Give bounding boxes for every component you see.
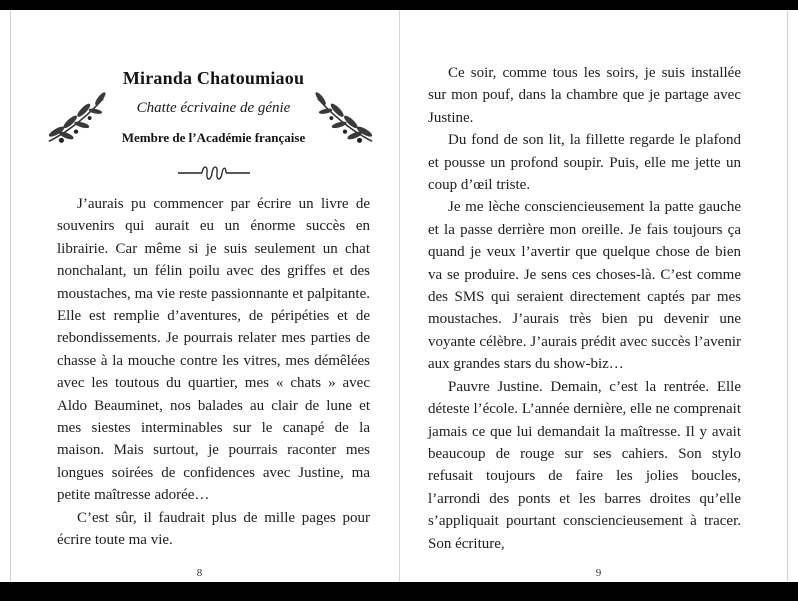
author-name: Miranda Chatoumiaou (122, 68, 305, 88)
top-letterbox-bar (0, 0, 798, 10)
right-page (399, 10, 798, 582)
paragraph: Du fond de son lit, la fillette regarde le plafond et pousse un profond soupir. Puis, elle me jette un coup d’œil triste. (428, 132, 741, 194)
left-page (0, 10, 399, 582)
bottom-letterbox-bar (0, 582, 798, 601)
olive-branch-right-icon (310, 88, 378, 150)
right-page-edge-line (787, 10, 788, 582)
paragraph: Je me lèche consciencieusement la patte gauche et la passe derrière mon oreille. Je fais toujours ça quand je veux l’avertir que quelque chose de bien va se produire. Je sens ces choses-là. C’est comme des SMS qui seraient directement captés par mes moustaches. J’aurais très bien pu devenir une voyante célèbre. J’aurais prédit avec succès l’avenir aux grandes stars du show-biz… (428, 199, 741, 373)
paragraph: C’est sûr, il faudrait plus de mille pages pour écrire toute ma vie. (57, 509, 370, 549)
section-divider (174, 162, 254, 180)
paragraph: J’aurais pu commencer par écrire un livre de souvenirs qui aurait eu un énorme succès en librairie. Car même si je suis seulement un chat nonchalant, un félin poilu avec des griffes et des moustaches, ma vie reste passionnante et palpitante. Elle est remplie d’aventures, de péripéties et de rebondissements. Je pourrais relater mes parties de chasse à la mouche contre les vitres, mes démêlées avec les toutous du quartier, mes « chats » avec Aldo Beauminet, nos balades au clair de lune et mes siestes interminables sur le canapé de la maison. Mais surtout, je pourrais raconter mes longues soirées de confidences avec Justine, ma petite maîtresse adorée… (57, 196, 370, 504)
paragraph: Pauvre Justine. Demain, c’est la rentrée. Elle déteste l’école. L’année dernière, elle ne comprenait jamais ce que lui demandait la maîtresse. Il y avait beaucoup de rouge sur ses cahiers. Son stylo refusait toujours de faire les jolies boucles, l’arrondi des ponts et les barres droites qu’elle s’appliquait pourtant consciencieusement à tracer. Son écriture, (428, 378, 741, 552)
author-affiliation: Membre de l’Académie française (121, 130, 306, 145)
page-number-left: 8 (196, 567, 203, 579)
paragraph: Ce soir, comme tous les soirs, je suis installée sur mon pouf, dans la chambre que je partage avec Justine. (428, 65, 741, 126)
squiggle-flourish-icon (174, 162, 254, 180)
left-page-body (57, 193, 370, 552)
chapter-header (57, 68, 370, 146)
page-number-right: 9 (595, 567, 602, 579)
author-subtitle: Chatte écrivaine de génie (136, 100, 291, 116)
right-page-body (428, 62, 741, 555)
left-page-edge-line (10, 10, 11, 582)
olive-branch-left-icon (43, 88, 111, 150)
page-gutter (399, 10, 400, 582)
